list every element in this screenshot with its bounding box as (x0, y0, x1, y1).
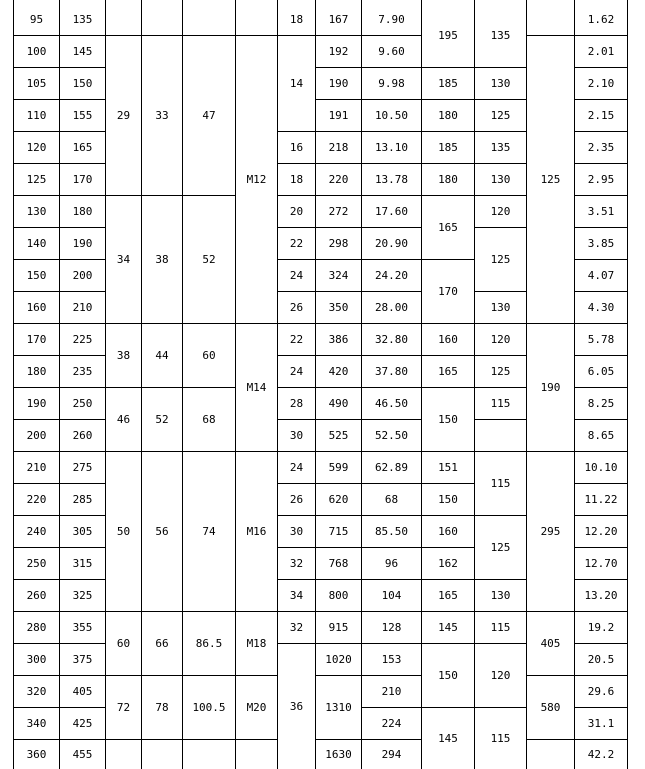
table-cell: 17.60 (374, 205, 409, 218)
table-cell: 167 (328, 13, 349, 26)
table-cell: 190 (26, 397, 47, 410)
table-cell: 24 (289, 269, 304, 282)
table-cell: 153 (381, 653, 402, 666)
table-cell: 191 (328, 109, 349, 122)
table-cell: 26 (289, 493, 304, 506)
table-cell: 405 (72, 685, 93, 698)
table-cell: 145 (438, 621, 458, 634)
table-cell: 165 (72, 141, 93, 154)
table-cell: 120 (26, 141, 47, 154)
table-cell: 325 (72, 589, 93, 602)
table-cell: 4.30 (587, 301, 615, 314)
table-cell: 24.20 (374, 269, 409, 282)
table-cell: 420 (328, 365, 349, 378)
table-cell: 47 (202, 109, 216, 122)
table-cell: 150 (438, 669, 458, 682)
table-cell: 95 (29, 13, 44, 26)
table-cell: 190 (328, 77, 349, 90)
table-cell: 490 (328, 397, 349, 410)
table-cell: 125 (540, 173, 561, 186)
table-cell: 2.01 (587, 45, 615, 58)
table-cell: 1310 (325, 701, 352, 714)
table-cell: 272 (328, 205, 349, 218)
table-cell: 800 (328, 589, 349, 602)
table-cell: 405 (540, 637, 561, 650)
table-cell: 30 (289, 525, 304, 538)
table-cell: 24 (289, 365, 304, 378)
table-cell: 165 (438, 221, 458, 234)
table-cell: 2.15 (587, 109, 615, 122)
table-cell: 150 (26, 269, 47, 282)
table-cell: 115 (490, 397, 511, 410)
table-cell: 11.22 (584, 493, 618, 506)
table-cell: M14 (246, 381, 267, 394)
table-cell: 115 (490, 621, 511, 634)
table-cell: 9.60 (378, 45, 405, 58)
table-grid-line (141, 739, 182, 740)
table-cell: 386 (328, 333, 349, 346)
table-cell: 34 (289, 589, 304, 602)
table-cell: 150 (438, 493, 458, 506)
table-cell: 52 (155, 413, 169, 426)
table-cell: 125 (490, 541, 511, 554)
table-cell: 12.70 (584, 557, 618, 570)
table-cell: 580 (540, 701, 561, 714)
table-cell: 260 (26, 589, 47, 602)
table-cell: 125 (490, 253, 511, 266)
table-cell: 220 (26, 493, 47, 506)
table-grid-line (526, 739, 574, 740)
table-cell: M16 (246, 525, 267, 538)
table-grid-line (627, 0, 628, 769)
table-cell: 210 (72, 301, 93, 314)
table-cell: 151 (438, 461, 458, 474)
table-cell: 8.25 (587, 397, 615, 410)
table-cell: 120 (490, 205, 511, 218)
table-cell: 46.50 (374, 397, 409, 410)
table-cell: 224 (381, 717, 402, 730)
table-cell: 2.10 (587, 77, 615, 90)
table-cell: 280 (26, 621, 47, 634)
table-cell: 915 (328, 621, 349, 634)
table-cell: 52.50 (374, 429, 409, 442)
table-grid-line (105, 739, 141, 740)
table-cell: 220 (328, 173, 349, 186)
table-cell: 180 (72, 205, 93, 218)
table-cell: 12.20 (584, 525, 618, 538)
table-cell: 125 (490, 109, 511, 122)
table-cell: 20.5 (587, 653, 615, 666)
table-cell: 300 (26, 653, 47, 666)
table-cell: 140 (26, 237, 47, 250)
table-cell: 1.62 (587, 13, 615, 26)
table-cell: 30 (289, 429, 304, 442)
table-cell: 135 (490, 141, 511, 154)
table-cell: 86.5 (195, 637, 223, 650)
table-cell: 185 (438, 77, 458, 90)
table-cell: 34 (116, 253, 131, 266)
table-grid-line (474, 419, 526, 420)
table-cell: 20.90 (374, 237, 409, 250)
table-cell: 200 (26, 429, 47, 442)
table-cell: 9.98 (378, 77, 405, 90)
table-cell: 5.78 (587, 333, 615, 346)
table-cell: 10.10 (584, 461, 618, 474)
table-cell: 160 (438, 525, 458, 538)
table-cell: 104 (381, 589, 402, 602)
table-grid-line (235, 739, 277, 740)
table-cell: 250 (72, 397, 93, 410)
table-cell: 20 (289, 205, 304, 218)
table-cell: 324 (328, 269, 349, 282)
table-cell: 37.80 (374, 365, 409, 378)
table-cell: M18 (246, 637, 267, 650)
table-cell: 100 (26, 45, 47, 58)
table-cell: 46 (116, 413, 131, 426)
table-cell: 56 (155, 525, 169, 538)
table-cell: 130 (490, 301, 511, 314)
table-cell: 4.07 (587, 269, 615, 282)
table-cell: 33 (155, 109, 169, 122)
table-cell: 150 (72, 77, 93, 90)
table-cell: 2.95 (587, 173, 615, 186)
table-cell: 525 (328, 429, 349, 442)
table-cell: 36 (289, 700, 304, 713)
table-cell: 29.6 (587, 685, 615, 698)
table-cell: 145 (72, 45, 93, 58)
table-cell: 85.50 (374, 525, 409, 538)
table-cell: 155 (72, 109, 93, 122)
table-cell: 130 (490, 173, 511, 186)
table-cell: 210 (26, 461, 47, 474)
table-cell: 66 (155, 637, 169, 650)
table-cell: 340 (26, 717, 47, 730)
table-cell: 275 (72, 461, 93, 474)
table-cell: 200 (72, 269, 93, 282)
table-cell: 13.78 (374, 173, 409, 186)
table-cell: 715 (328, 525, 349, 538)
table-cell: 425 (72, 717, 93, 730)
table-cell: 10.50 (374, 109, 409, 122)
table-cell: 295 (540, 525, 561, 538)
table-cell: 620 (328, 493, 349, 506)
table-cell: 32 (289, 557, 304, 570)
table-cell: 32 (289, 621, 304, 634)
table-cell: 130 (26, 205, 47, 218)
table-cell: 135 (490, 29, 511, 42)
table-cell: 240 (26, 525, 47, 538)
table-cell: 26 (289, 301, 304, 314)
table-grid-line (182, 739, 235, 740)
table-cell: 305 (72, 525, 93, 538)
table-cell: 350 (328, 301, 349, 314)
table-cell: 170 (26, 333, 47, 346)
table-cell: 210 (381, 685, 402, 698)
table-cell: 18 (289, 13, 304, 26)
table-cell: 1020 (325, 653, 352, 666)
table-cell: 110 (26, 109, 47, 122)
table-cell: 14 (289, 77, 304, 90)
table-cell: 19.2 (587, 621, 615, 634)
table-cell: 195 (438, 29, 458, 42)
table-cell: 62.89 (374, 461, 409, 474)
table-cell: 6.05 (587, 365, 615, 378)
table-cell: 60 (202, 349, 216, 362)
table-cell: 360 (26, 748, 47, 761)
table-cell: 68 (384, 493, 399, 506)
table-cell: 185 (438, 141, 458, 154)
table-cell: 128 (381, 621, 402, 634)
table-cell: 31.1 (587, 717, 615, 730)
table-cell: 218 (328, 141, 349, 154)
table-cell: 285 (72, 493, 93, 506)
table-cell: 1630 (325, 748, 352, 761)
table-cell: 165 (438, 365, 458, 378)
table-cell: 7.90 (378, 13, 405, 26)
table-cell: 190 (540, 381, 561, 394)
table-cell: 13.10 (374, 141, 409, 154)
table-cell: 180 (438, 109, 458, 122)
table-cell: 120 (490, 333, 511, 346)
table-cell: 192 (328, 45, 349, 58)
table-cell: 3.85 (587, 237, 615, 250)
table-cell: 162 (438, 557, 458, 570)
table-cell: 52 (202, 253, 216, 266)
table-cell: 78 (155, 701, 169, 714)
table-cell: 115 (490, 477, 511, 490)
table-cell: 315 (72, 557, 93, 570)
table-cell: 105 (26, 77, 47, 90)
table-cell: 170 (438, 285, 458, 298)
table-cell: 24 (289, 461, 304, 474)
table-cell: 125 (490, 365, 511, 378)
table-cell: 260 (72, 429, 93, 442)
table-cell: 74 (202, 525, 216, 538)
table-cell: 768 (328, 557, 349, 570)
table-cell: 96 (384, 557, 399, 570)
table-cell: 355 (72, 621, 93, 634)
table-cell: 28.00 (374, 301, 409, 314)
table-cell: 250 (26, 557, 47, 570)
table-cell: 150 (438, 413, 458, 426)
table-cell: 120 (490, 669, 511, 682)
table-cell: 13.20 (584, 589, 618, 602)
table-cell: 8.65 (587, 429, 615, 442)
table-cell: 44 (155, 349, 169, 362)
table-cell: 60 (116, 637, 131, 650)
table-cell: 455 (72, 748, 93, 761)
table-cell: 298 (328, 237, 349, 250)
table-cell: 72 (116, 701, 131, 714)
table-cell: 100.5 (192, 701, 226, 714)
table-cell: 180 (26, 365, 47, 378)
table-cell: 3.51 (587, 205, 615, 218)
table-cell: 130 (490, 77, 511, 90)
table-cell: 18 (289, 173, 304, 186)
table-cell: 29 (116, 109, 131, 122)
table-cell: 320 (26, 685, 47, 698)
table-cell: 165 (438, 589, 458, 602)
table-cell: 38 (155, 253, 169, 266)
table-cell: 125 (26, 173, 47, 186)
table-cell: M20 (246, 701, 267, 714)
table-cell: 22 (289, 237, 304, 250)
table-cell: 235 (72, 365, 93, 378)
table-cell: 170 (72, 173, 93, 186)
table-cell: 225 (72, 333, 93, 346)
table-cell: 135 (72, 13, 93, 26)
table-cell: 38 (116, 349, 131, 362)
table-cell: 16 (289, 141, 304, 154)
table-cell: 160 (26, 301, 47, 314)
table-cell: 28 (289, 397, 304, 410)
table-cell: 180 (438, 173, 458, 186)
table-cell: 115 (490, 732, 511, 745)
table-cell: 42.2 (587, 748, 615, 761)
table-cell: 2.35 (587, 141, 615, 154)
table-cell: 50 (116, 525, 131, 538)
table-cell: 32.80 (374, 333, 409, 346)
table-cell: 190 (72, 237, 93, 250)
table-cell: 68 (202, 413, 216, 426)
table-cell: 130 (490, 589, 511, 602)
table-cell: 599 (328, 461, 349, 474)
table-cell: 294 (381, 748, 402, 761)
table-cell: 160 (438, 333, 458, 346)
table-cell: 145 (438, 732, 458, 745)
table-cell: 375 (72, 653, 93, 666)
table-cell: M12 (246, 173, 267, 186)
table-cell: 22 (289, 333, 304, 346)
